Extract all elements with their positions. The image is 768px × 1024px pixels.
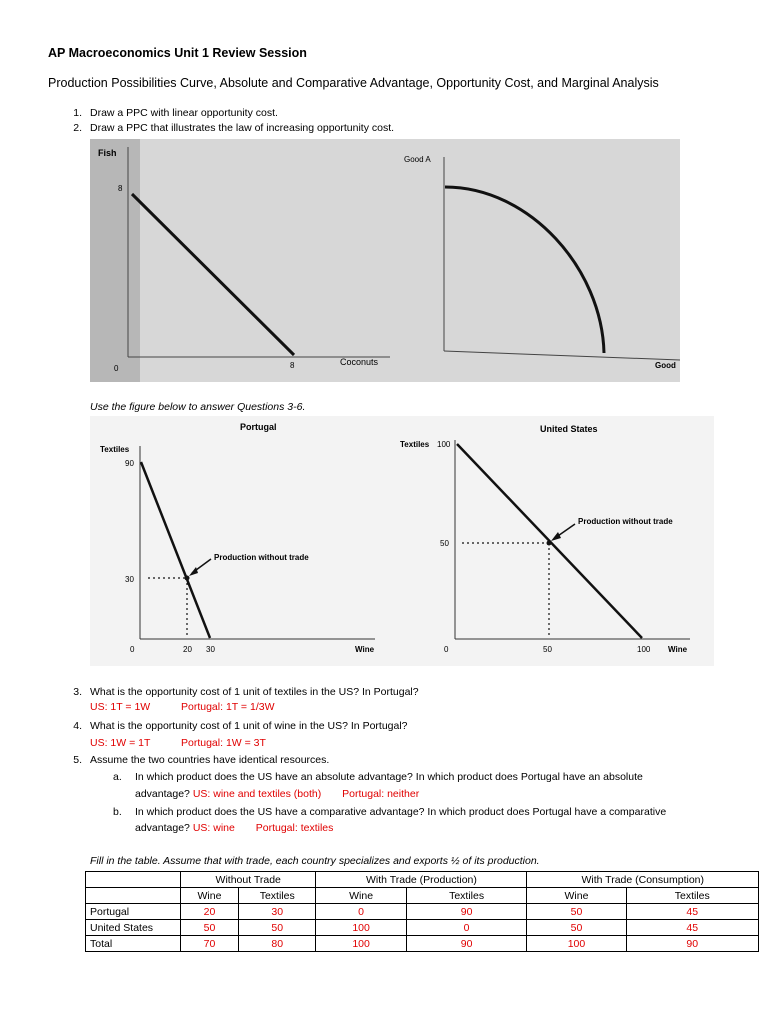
table-cell: 50 bbox=[527, 920, 626, 936]
table-cell: 70 bbox=[181, 936, 239, 952]
us-graph bbox=[400, 424, 690, 654]
table-row bbox=[86, 920, 759, 936]
y-tick-mid: 30 bbox=[125, 575, 134, 584]
question-number: 5. bbox=[73, 754, 82, 766]
x-tick-2: 100 bbox=[637, 645, 651, 654]
table-cell: 0 bbox=[406, 920, 527, 936]
table-cell: 90 bbox=[406, 936, 527, 952]
table-cell: 80 bbox=[238, 936, 315, 952]
y-axis-label: Good A bbox=[404, 155, 431, 164]
question-1 bbox=[0, 106, 768, 121]
question-number: 2. bbox=[73, 122, 82, 134]
column-header: Textiles bbox=[406, 888, 527, 904]
annotation-label: Production without trade bbox=[578, 517, 673, 526]
y-tick-top: 90 bbox=[125, 459, 134, 468]
arrow-head bbox=[551, 532, 561, 541]
answer-us: US: 1W = 1T bbox=[90, 737, 151, 749]
question-4 bbox=[0, 719, 768, 734]
origin-label: 0 bbox=[130, 645, 135, 654]
linear-ppc-graph bbox=[98, 147, 390, 373]
table-cell: 45 bbox=[626, 920, 758, 936]
table-cell: 100 bbox=[316, 920, 406, 936]
x-axis-label: Wine bbox=[668, 645, 688, 654]
x-axis bbox=[444, 351, 680, 360]
arrow-head bbox=[189, 567, 198, 576]
table-row bbox=[86, 904, 759, 920]
subquestion-b-line2 bbox=[135, 821, 333, 836]
question-text: Draw a PPC that illustrates the law of increasing opportunity cost. bbox=[90, 122, 395, 134]
bowed-ppc-curve bbox=[445, 187, 604, 353]
group-header-trade-production: With Trade (Production) bbox=[316, 872, 527, 888]
question-number: 3. bbox=[73, 686, 82, 698]
column-header: Wine bbox=[527, 888, 626, 904]
table-row bbox=[86, 936, 759, 952]
question-2 bbox=[0, 121, 768, 136]
question-5 bbox=[0, 753, 768, 768]
x-axis-label: Good bbox=[655, 361, 676, 370]
x-tick-2: 30 bbox=[206, 645, 215, 654]
portugal-graph bbox=[100, 422, 375, 654]
table-cell: 50 bbox=[527, 904, 626, 920]
column-header: Textiles bbox=[238, 888, 315, 904]
trade-figure bbox=[90, 416, 714, 666]
subquestion-a-label: a. bbox=[113, 771, 122, 783]
column-header: Wine bbox=[181, 888, 239, 904]
answer-us: US: wine bbox=[192, 822, 235, 834]
annotation-label: Production without trade bbox=[214, 553, 309, 562]
linear-ppc-line bbox=[132, 194, 294, 355]
table-cell: 50 bbox=[181, 920, 239, 936]
x-axis-label: Wine bbox=[355, 645, 375, 654]
table-cell: 45 bbox=[626, 904, 758, 920]
y-tick-top: 100 bbox=[437, 440, 451, 449]
answer-portugal: Portugal: textiles bbox=[255, 822, 334, 834]
table-cell: 100 bbox=[527, 936, 626, 952]
table-cell: 90 bbox=[406, 904, 527, 920]
column-header: Textiles bbox=[626, 888, 758, 904]
table-subheader-row bbox=[86, 888, 759, 904]
question-text: Assume the two countries have identical resources. bbox=[90, 754, 330, 766]
subquestion-a-line2 bbox=[135, 787, 419, 802]
table-corner-cell bbox=[86, 888, 181, 904]
answer-portugal: Portugal: 1T = 1/3W bbox=[181, 701, 275, 713]
answer-us: US: wine and textiles (both) bbox=[192, 788, 322, 800]
answer-portugal: Portugal: neither bbox=[342, 788, 420, 800]
y-axis-label: Fish bbox=[98, 148, 117, 158]
question-text: What is the opportunity cost of 1 unit of wine in the US? In Portugal? bbox=[90, 720, 408, 732]
page-subtitle: Production Possibilities Curve, Absolute and Comparative Advantage, Opportunity Cost, and Marginal Analysis bbox=[48, 76, 659, 90]
subquestion-a-text: In which product does the US have an absolute advantage? In which product does Portugal have an absolute bbox=[135, 771, 643, 783]
table-cell: 0 bbox=[316, 904, 406, 920]
row-label: United States bbox=[86, 920, 181, 936]
increasing-cost-ppc-graph bbox=[404, 155, 680, 370]
column-header: Wine bbox=[316, 888, 406, 904]
production-point bbox=[547, 541, 552, 546]
y-tick-mid: 50 bbox=[440, 539, 449, 548]
row-label: Total bbox=[86, 936, 181, 952]
production-point bbox=[185, 576, 190, 581]
x-axis-label: Coconuts bbox=[340, 357, 379, 367]
origin-label: 0 bbox=[444, 645, 449, 654]
row-label: Portugal bbox=[86, 904, 181, 920]
subquestion-b-label: b. bbox=[113, 806, 122, 818]
graph-title: United States bbox=[540, 424, 598, 434]
x-tick-1: 20 bbox=[183, 645, 192, 654]
table-group-header-row bbox=[86, 872, 759, 888]
ppc-figure bbox=[90, 139, 680, 382]
question-text: Draw a PPC with linear opportunity cost. bbox=[90, 107, 278, 119]
question-number: 1. bbox=[73, 107, 82, 119]
figure-caption: Use the figure below to answer Questions 3-6. bbox=[90, 401, 306, 413]
origin-label: 0 bbox=[114, 364, 119, 373]
question-3 bbox=[0, 685, 768, 700]
table-cell: 20 bbox=[181, 904, 239, 920]
y-axis-label: Textiles bbox=[100, 445, 130, 454]
y-tick-label: 8 bbox=[118, 184, 123, 193]
subquestion-a-lead: advantage? bbox=[135, 788, 190, 800]
table-cell: 90 bbox=[626, 936, 758, 952]
x-tick-label: 8 bbox=[290, 361, 295, 370]
answer-us: US: 1T = 1W bbox=[90, 701, 151, 713]
table-cell: 50 bbox=[238, 920, 315, 936]
scan-shadow bbox=[90, 139, 140, 382]
table-cell: 100 bbox=[316, 936, 406, 952]
group-header-without-trade: Without Trade bbox=[181, 872, 316, 888]
question-number: 4. bbox=[73, 720, 82, 732]
group-header-trade-consumption: With Trade (Consumption) bbox=[527, 872, 759, 888]
portugal-ppc-line bbox=[141, 462, 210, 638]
table-corner-cell bbox=[86, 872, 181, 888]
subquestion-b-text: In which product does the US have a comparative advantage? In which product does Portugal have a comparative bbox=[135, 806, 667, 818]
graph-title: Portugal bbox=[240, 422, 277, 432]
answer-portugal: Portugal: 1W = 3T bbox=[181, 737, 266, 749]
subquestion-b-lead: advantage? bbox=[135, 822, 190, 834]
trade-table bbox=[85, 871, 759, 952]
page-title: AP Macroeconomics Unit 1 Review Session bbox=[48, 46, 307, 60]
y-axis-label: Textiles bbox=[400, 440, 430, 449]
x-tick-1: 50 bbox=[543, 645, 552, 654]
table-caption: Fill in the table. Assume that with trade, each country specializes and exports ½ of its production. bbox=[90, 855, 540, 867]
question-text: What is the opportunity cost of 1 unit of textiles in the US? In Portugal? bbox=[90, 686, 419, 698]
table-cell: 30 bbox=[238, 904, 315, 920]
